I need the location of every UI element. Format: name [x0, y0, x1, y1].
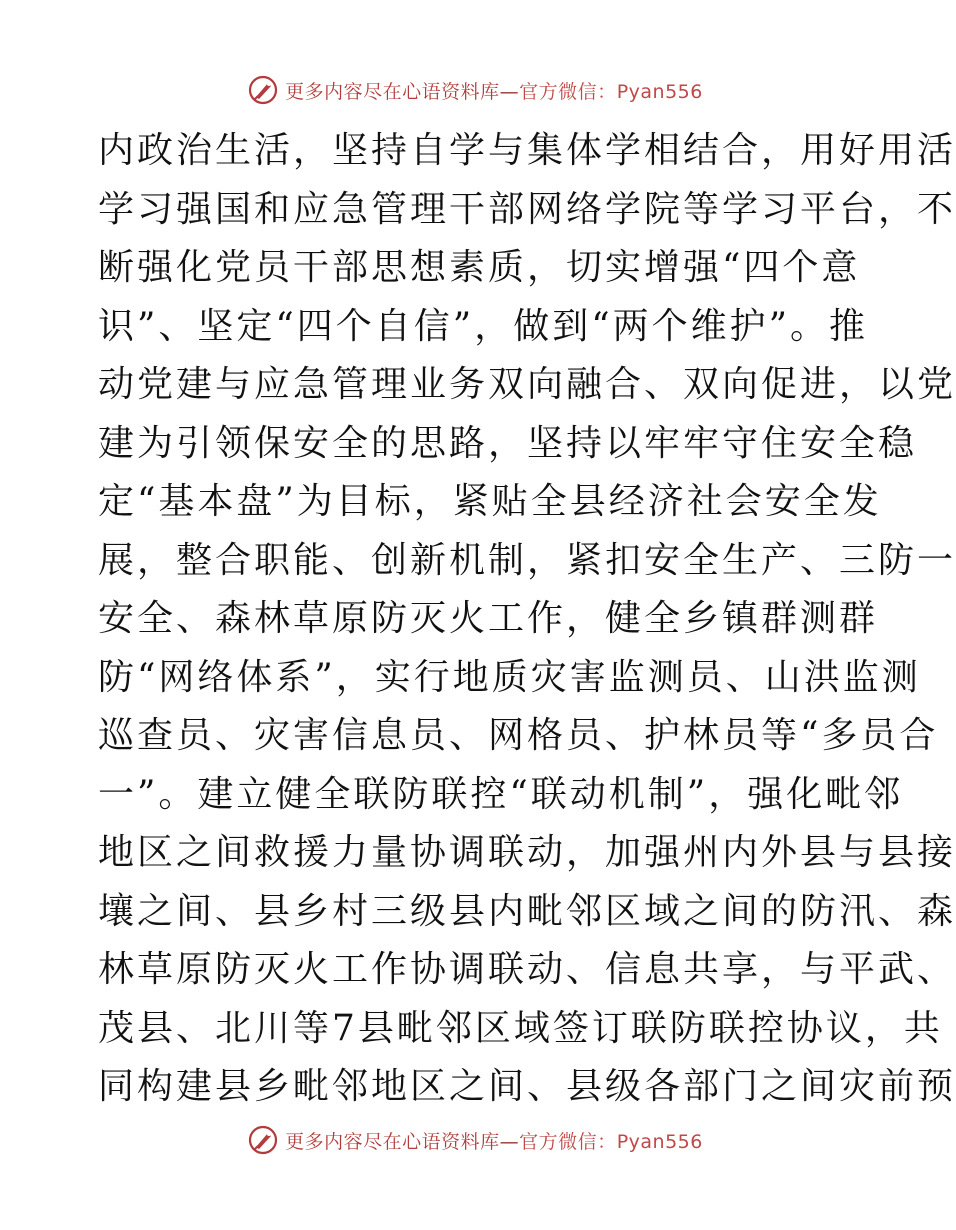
text-line-1: 内政治生活，坚持自学与集体学相结合，用好用活: [98, 130, 956, 171]
header-wechat-id: Pyan556: [616, 80, 703, 103]
footer-banner-inner: [247, 1124, 703, 1156]
text-line-5: 动党建与应急管理业务双向融合、双向促进，以党: [98, 364, 956, 405]
text-line-17: 同构建县乡毗邻地区之间、县级各部门之间灾前预: [98, 1066, 956, 1107]
text-line-6: 建为引领保安全的思路，坚持以牢牢守住安全稳: [98, 422, 918, 464]
text-line-7: 定“基本盘”为目标，紧贴全县经济社会安全发: [98, 481, 882, 522]
header-banner-inner: [247, 74, 703, 106]
text-line-15: 林草原防灭火工作协调联动、信息共享，与平武、: [98, 949, 956, 990]
text-line-3: 断强化党员干部思想素质，切实增强“四个意: [98, 247, 861, 288]
header-banner-text: [285, 77, 703, 104]
footer-banner: [0, 1120, 950, 1160]
footer-banner-text: [285, 1127, 703, 1154]
text-line-16: 茂县、北川等7县毗邻区域签订联防联控协议，共: [98, 1007, 943, 1049]
header-separator: —: [499, 80, 520, 103]
footer-wechat-id: Pyan556: [616, 1130, 703, 1153]
text-line-8: 展，整合职能、创新机制，紧扣安全生产、三防一: [98, 539, 956, 581]
quill-pen-logo-icon: [247, 1124, 279, 1156]
text-line-4: 识”、坚定“四个自信”，做到“两个维护”。推: [98, 305, 869, 347]
header-brand-text: 更多内容尽在心语资料库: [285, 80, 500, 103]
text-line-2: 学习强国和应急管理干部网络学院等学习平台，不: [98, 188, 956, 230]
footer-brand-text: 更多内容尽在心语资料库: [285, 1130, 500, 1153]
text-line-11: 巡查员、灾害信息员、网格员、护林员等“多员合: [98, 715, 939, 756]
footer-separator: —: [499, 1130, 520, 1153]
text-line-9: 安全、森林草原防灭火工作，健全乡镇群测群: [98, 598, 879, 639]
text-line-13: 地区之间救援力量协调联动，加强州内外县与县接: [98, 832, 956, 873]
header-banner: [0, 70, 950, 110]
text-line-14: 壤之间、县乡村三级县内毗邻区域之间的防汛、森: [98, 890, 956, 932]
footer-wechat-label: 官方微信：: [519, 1130, 617, 1153]
header-wechat-label: 官方微信：: [519, 80, 617, 103]
quill-pen-logo-icon: [247, 74, 279, 106]
text-line-10: 防“网络体系”，实行地质灾害监测员、山洪监测: [98, 656, 921, 698]
document-body: [98, 122, 956, 1117]
text-line-12: 一”。建立健全联防联控“联动机制”，强化毗邻: [98, 773, 904, 815]
